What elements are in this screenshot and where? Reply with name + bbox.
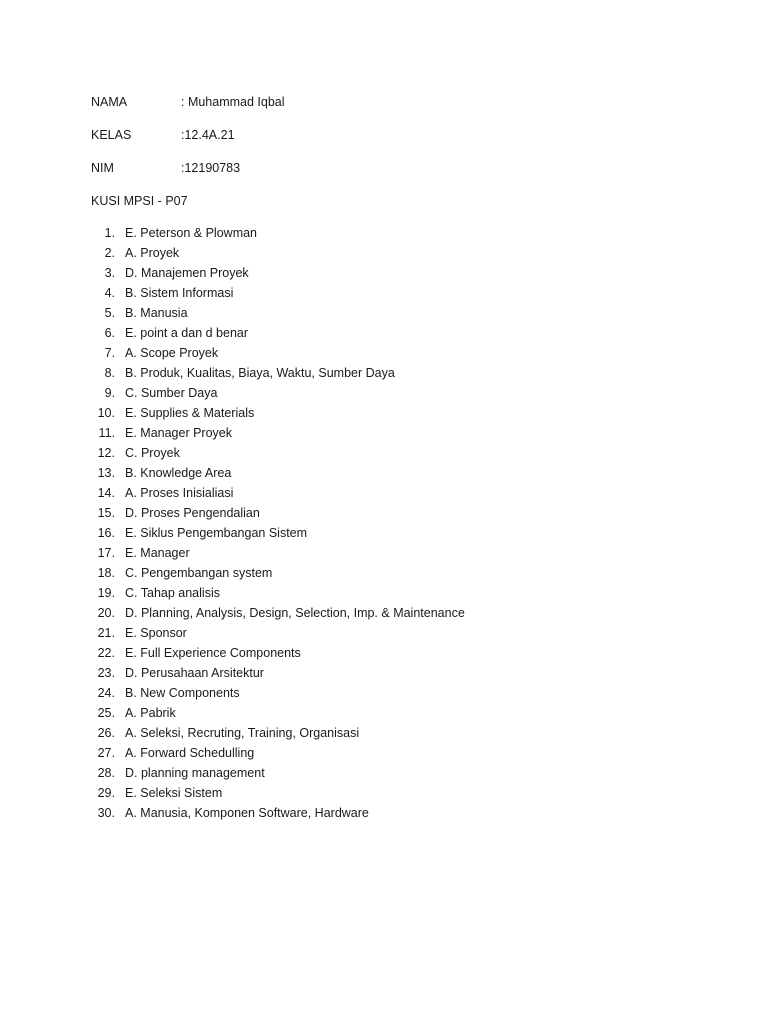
answer-item xyxy=(91,385,465,405)
answer-text: E. Full Experience Components xyxy=(125,646,301,660)
answer-number: 28. xyxy=(97,766,115,780)
answer-item xyxy=(91,345,465,365)
answer-text: A. Pabrik xyxy=(125,706,176,720)
answer-item xyxy=(91,625,465,645)
answer-number: 5. xyxy=(104,306,115,320)
answer-number: 1. xyxy=(104,226,115,240)
answer-item xyxy=(91,665,465,685)
answer-text: B. Produk, Kualitas, Biaya, Waktu, Sumber Daya xyxy=(125,366,395,380)
answer-text: A. Seleksi, Recruting, Training, Organisasi xyxy=(125,726,360,740)
answer-text: E. Manager xyxy=(125,546,190,560)
answer-number: 11. xyxy=(98,426,115,440)
answer-number: 29. xyxy=(97,786,115,800)
answer-number: 15. xyxy=(97,506,115,520)
answer-item xyxy=(91,325,465,345)
answer-number: 20. xyxy=(97,606,115,620)
answer-number: 12. xyxy=(97,446,115,460)
answer-text: A. Proses Inisialiasi xyxy=(125,486,234,500)
answer-number: 13. xyxy=(97,466,115,480)
answer-item xyxy=(91,505,465,525)
answer-text: E. point a dan d benar xyxy=(125,326,249,340)
answer-number: 26. xyxy=(97,726,115,740)
answer-text: B. Sistem Informasi xyxy=(125,286,234,300)
answer-text: E. Sponsor xyxy=(125,626,187,640)
kelas-value: :12.4A.21 xyxy=(181,128,235,142)
answer-item xyxy=(91,445,465,465)
answer-text: D. Proses Pengendalian xyxy=(125,506,260,520)
answer-number: 2. xyxy=(104,246,115,260)
answer-number: 14. xyxy=(97,486,115,500)
answer-item xyxy=(91,485,465,505)
answer-item xyxy=(91,605,465,625)
answer-text: B. Manusia xyxy=(125,306,188,320)
answer-item xyxy=(91,525,465,545)
answer-item xyxy=(91,285,465,305)
nim-label: NIM xyxy=(91,161,114,175)
nama-label: NAMA xyxy=(91,95,128,109)
answer-text: A. Forward Schedulling xyxy=(125,746,255,760)
answer-text: C. Pengembangan system xyxy=(125,566,273,580)
nama-row xyxy=(91,94,285,110)
answer-item xyxy=(91,265,465,285)
answer-number: 9. xyxy=(104,386,115,400)
answer-text: C. Proyek xyxy=(125,446,180,460)
answer-number: 7. xyxy=(104,346,115,360)
answer-item xyxy=(91,565,465,585)
answer-item xyxy=(91,305,465,325)
answer-number: 10. xyxy=(97,406,115,420)
answer-text: A. Proyek xyxy=(125,246,180,260)
answer-number: 17. xyxy=(97,546,115,560)
answer-item xyxy=(91,805,465,825)
answer-number: 18. xyxy=(97,566,115,580)
nim-value: :12190783 xyxy=(181,161,241,175)
answer-item xyxy=(91,465,465,485)
answer-item xyxy=(91,705,465,725)
answer-number: 21. xyxy=(97,626,115,640)
document-title: KUSI MPSI - P07 xyxy=(91,194,188,208)
answer-text: D. Manajemen Proyek xyxy=(125,266,249,280)
answer-text: B. Knowledge Area xyxy=(125,466,232,480)
nim-row xyxy=(91,160,240,176)
answer-item xyxy=(91,245,465,265)
answer-text: E. Seleksi Sistem xyxy=(125,786,223,800)
answer-text: E. Supplies & Materials xyxy=(125,406,255,420)
answer-text: D. planning management xyxy=(125,766,265,780)
answer-number: 30. xyxy=(97,806,115,820)
answer-item xyxy=(91,545,465,565)
answer-text: D. Perusahaan Arsitektur xyxy=(125,666,264,680)
answer-number: 27. xyxy=(97,746,115,760)
answer-text: E. Siklus Pengembangan Sistem xyxy=(125,526,308,540)
answer-number: 3. xyxy=(104,266,115,280)
answer-item xyxy=(91,585,465,605)
answer-text: E. Manager Proyek xyxy=(125,426,232,440)
answer-item xyxy=(91,725,465,745)
answer-item xyxy=(91,225,465,245)
answer-item xyxy=(91,405,465,425)
answer-text: A. Manusia, Komponen Software, Hardware xyxy=(125,806,369,820)
kelas-label: KELAS xyxy=(91,128,132,142)
answer-number: 4. xyxy=(104,286,115,300)
nama-value: : Muhammad Iqbal xyxy=(181,95,285,109)
answer-number: 23. xyxy=(97,666,115,680)
answer-number: 6. xyxy=(104,326,115,340)
answer-number: 16. xyxy=(97,526,115,540)
answer-number: 19. xyxy=(97,586,115,600)
answer-item xyxy=(91,645,465,665)
answer-item xyxy=(91,685,465,705)
answer-item xyxy=(91,425,465,445)
answer-text: C. Sumber Daya xyxy=(125,386,218,400)
answer-number: 22. xyxy=(97,646,115,660)
answer-item xyxy=(91,745,465,765)
answer-number: 8. xyxy=(104,366,115,380)
answer-number: 25. xyxy=(97,706,115,720)
answer-text: E. Peterson & Plowman xyxy=(125,226,258,240)
kelas-row xyxy=(91,127,235,143)
answer-item xyxy=(91,365,465,385)
answer-number: 24. xyxy=(97,686,115,700)
answer-text: D. Planning, Analysis, Design, Selection, Imp. & Maintenance xyxy=(125,606,465,620)
answer-item xyxy=(91,765,465,785)
answer-text: B. New Components xyxy=(125,686,240,700)
answer-item xyxy=(91,785,465,805)
answer-text: C. Tahap analisis xyxy=(125,586,220,600)
answer-text: A. Scope Proyek xyxy=(125,346,219,360)
answer-list xyxy=(91,225,465,825)
